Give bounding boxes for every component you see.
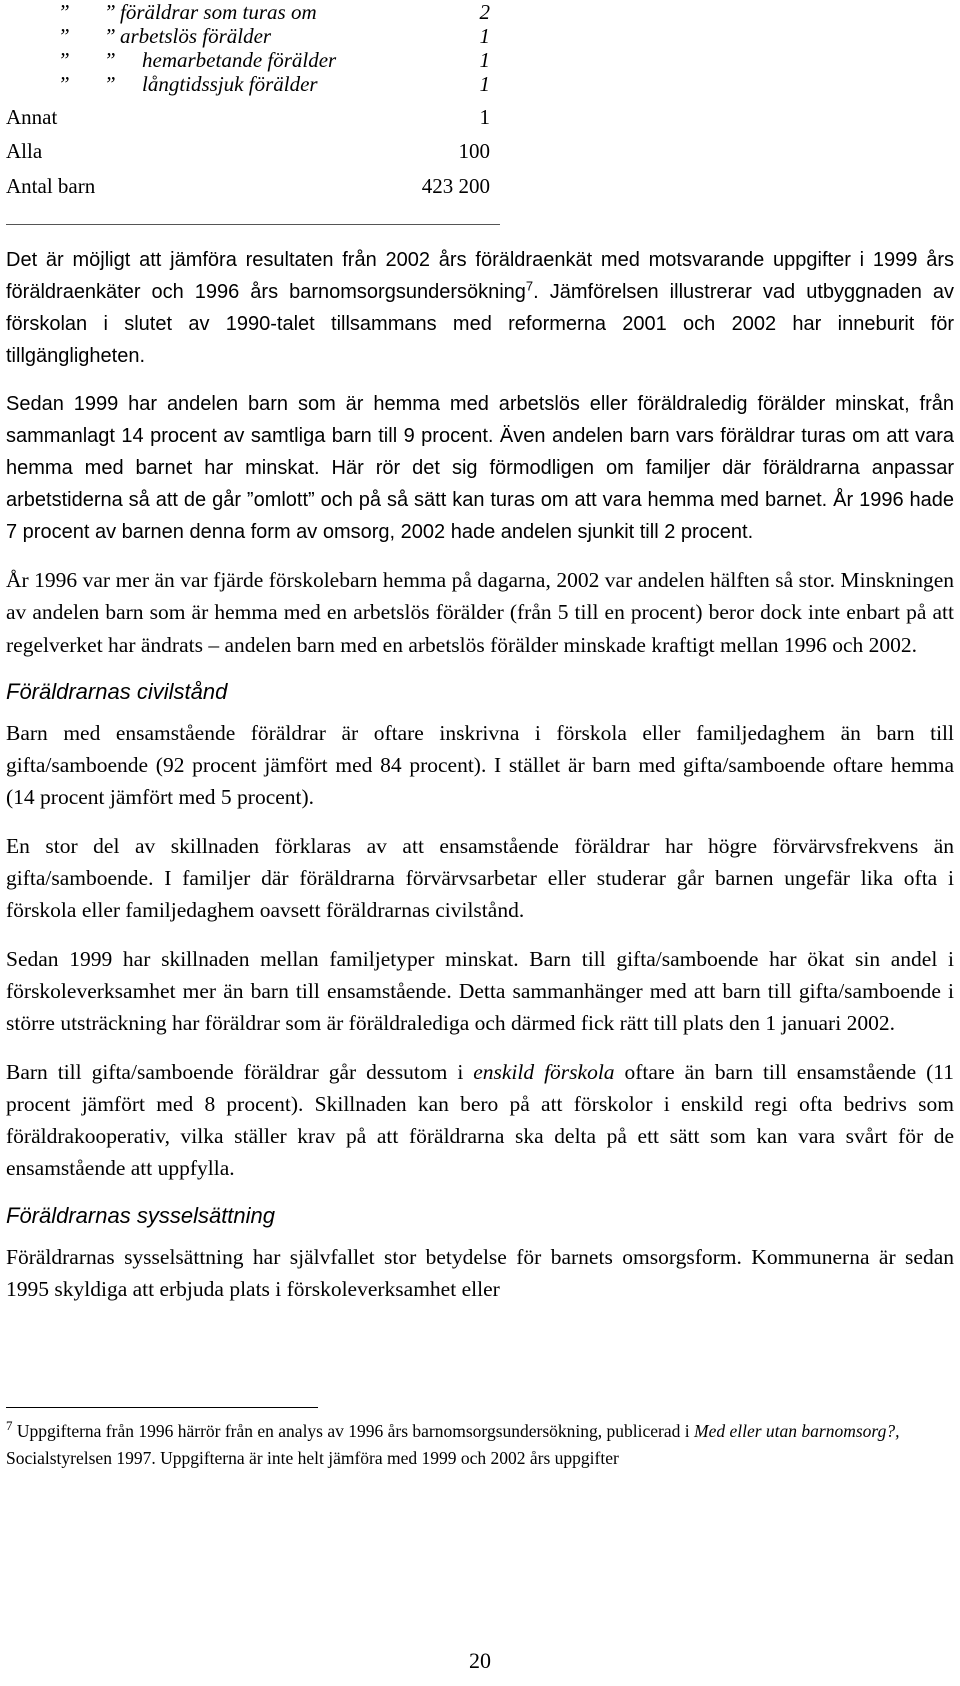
footnote-number: 7 xyxy=(6,1418,13,1434)
footnote-ref: 7 xyxy=(525,278,534,294)
paragraph: Barn till gifta/samboende föräldrar går dessutom i enskild förskola oftare än barn till ensamstående (11 procent jämfört med 8 procent). Skillnaden kan bero på att förskolor i enskild regi ofta bedrivs som föräldrakooperativ, vilka ställer krav på att föräldrarna ska delta på ett sätt som kan vara svårt för de ensamstående att uppfylla. xyxy=(6,1059,955,1181)
page-number: 20 xyxy=(469,1648,491,1673)
body-text xyxy=(6,244,954,1321)
row-value: 1 xyxy=(479,48,490,72)
ditto-mark: ” xyxy=(104,24,116,48)
paragraph: Föräldrarnas sysselsättning har självfallet stor betydelse för barnets omsorgsform. Kommunerna är sedan 1995 skyldiga att erbjuda plats i förskoleverksamhet eller xyxy=(6,1244,954,1302)
table-divider xyxy=(6,224,500,225)
ditto-mark: ” xyxy=(104,72,116,96)
section-heading: Föräldrarnas civilstånd xyxy=(6,678,228,704)
table-row xyxy=(6,105,490,135)
table-row xyxy=(6,139,490,169)
section-heading: Föräldrarnas sysselsättning xyxy=(6,1202,276,1228)
ditto-mark: ” xyxy=(58,72,70,96)
table-row xyxy=(6,174,490,204)
ditto-mark: ” xyxy=(58,0,70,24)
table-row xyxy=(6,72,490,102)
row-value: 100 xyxy=(458,139,490,163)
paragraph: Sedan 1999 har andelen barn som är hemma med arbetslös eller föräldraledig förälder minskat, från sammanlagt 14 procent av samtliga barn till 9 procent. Även andelen barn vars föräldrar turas om att vara hemma med barnet har minskat. Här rör det sig förmodligen om familjer där föräldrarna anpassar arbetstiderna så att de går ”omlott” och på så sätt kan turas om att vara hemma med barnet. År 1996 hade 7 procent av barnen denna form av omsorg, 2002 hade andelen sjunkit till 2 procent. xyxy=(6,393,954,543)
footnote-divider xyxy=(6,1407,318,1408)
row-label: Annat xyxy=(6,105,58,129)
paragraph: Barn med ensamstående föräldrar är oftare inskrivna i förskola eller familjedaghem än barn till gifta/samboende (92 procent jämfört med 84 procent). I stället är barn med gifta/samboende oftare hemma (14 procent jämfört med 5 procent). xyxy=(6,720,954,810)
row-value: 2 xyxy=(479,0,490,24)
paragraph: Det är möjligt att jämföra resultaten från 2002 års föräldraenkät med motsvarande uppgifter i 1999 års föräldraenkäter och 1996 års barnomsorgsundersökning$^7$. Jämförelsen illustrerar vad utbyggnaden av förskolan i slutet av 1990-talet tillsammans med reformerna 2001 och 2002 har inneburit för tillgängligheten. xyxy=(6,249,955,367)
paragraph: År 1996 var mer än var fjärde förskolebarn hemma på dagarna, 2002 var andelen hälften så stor. Minskningen av andelen barn som är hemma med en arbetslös förälder (från 5 till en procent) beror dock inte enbart på att regelverket har ändrats – andelen barn med en arbetslös förälder minskade kraftigt mellan 1996 och 2002. xyxy=(6,568,954,657)
footnote-title: Med eller utan barnomsorg?, xyxy=(694,1421,900,1441)
ditto-mark: ” xyxy=(104,0,116,24)
ditto-mark: ” xyxy=(58,48,70,72)
row-value: 1 xyxy=(479,72,490,96)
row-label: arbetslös förälder xyxy=(120,24,272,48)
footnote: $^7$ Uppgifterna från 1996 härrör från en analys av 1996 års barnomsorgsundersökning, publicerad i Med eller utan barnomsorg?, Socialstyrelsen 1997. Uppgifterna är inte helt jämföra med 1999 och 2002 års uppgifter xyxy=(6,1418,900,1468)
row-value: 1 xyxy=(479,24,490,48)
row-value: 423 200 xyxy=(421,174,490,198)
row-value: 1 xyxy=(479,105,490,129)
paragraph: Sedan 1999 har skillnaden mellan familjetyper minskat. Barn till gifta/samboende har ökat sin andel i förskoleverksamhet mer än barn till ensamstående. Detta sammanhänger med att barn till gifta/samboende i större utsträckning har föräldrar som är föräldralediga och därmed fick rätt till plats den 1 januari 2002. xyxy=(6,946,954,1036)
row-label: föräldrar som turas om xyxy=(120,0,317,24)
row-label: Antal barn xyxy=(6,174,96,198)
paragraph: En stor del av skillnaden förklaras av att ensamstående föräldrar har högre förvärvsfrekvens än gifta/samboende. I familjer där föräldrarna förvärvsarbetar eller studerar går barnen ungefär lika ofta i förskola eller familjedaghem oavsett föräldrarnas civilstånd. xyxy=(6,833,954,923)
row-label: Alla xyxy=(6,139,43,163)
ditto-mark: ” xyxy=(104,48,116,72)
row-label: långtidssjuk förälder xyxy=(142,72,318,96)
row-label: hemarbetande förälder xyxy=(142,48,337,72)
ditto-mark: ” xyxy=(58,24,70,48)
emphasis-term: enskild förskola xyxy=(473,1059,615,1084)
